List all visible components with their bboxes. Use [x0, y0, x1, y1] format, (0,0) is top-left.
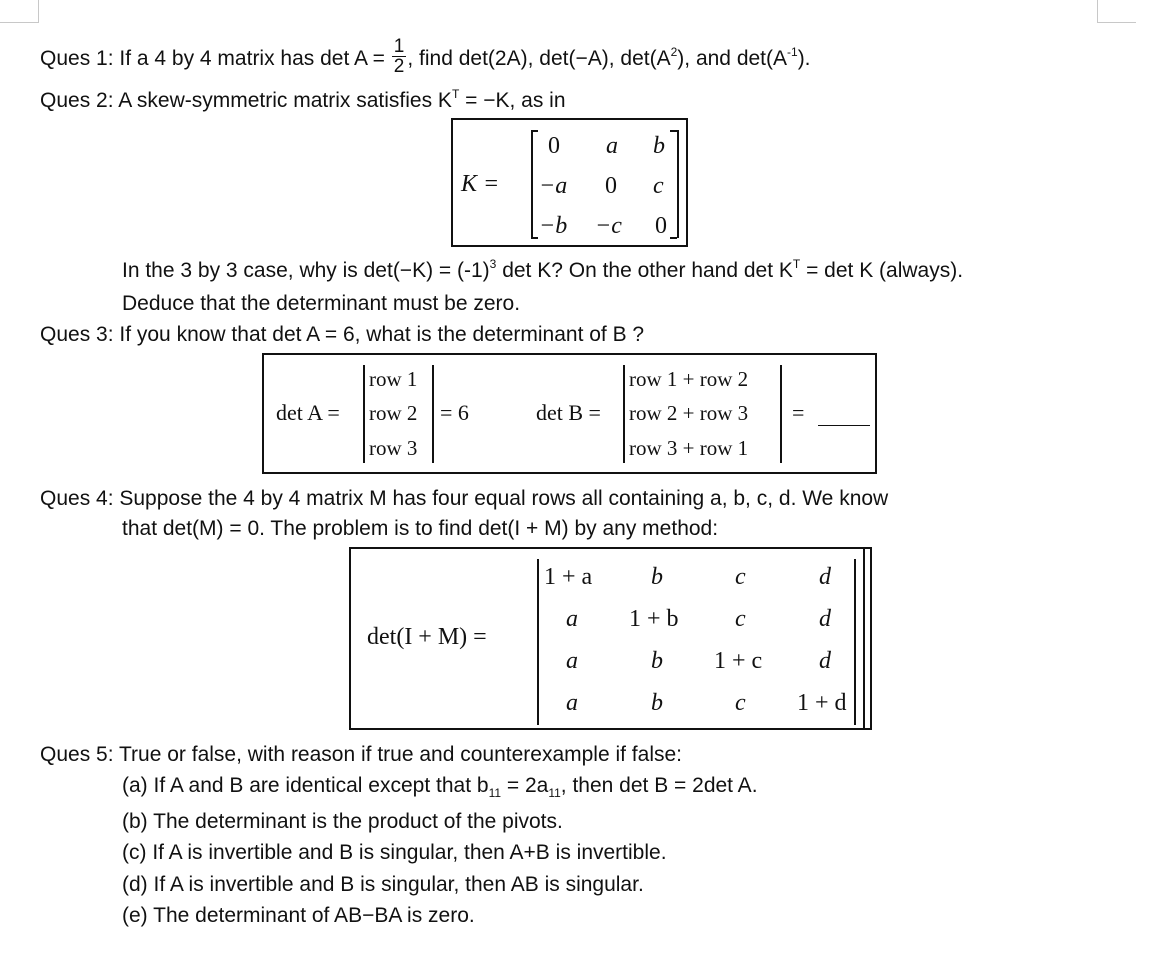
m-cell-44: 1 + d [797, 690, 847, 716]
q1-text-c: ). [797, 47, 811, 71]
q5a-subscript-1: 11 [488, 786, 502, 800]
skew-matrix-box [451, 118, 688, 247]
m-cell-14: d [819, 564, 831, 590]
bracket-right-top [670, 130, 677, 132]
det-b-row-1: row 1 + row 2 [629, 367, 749, 391]
det-b-bar-right [780, 365, 782, 463]
q1-text-a: , find det(2A), det(−A), det(A [407, 47, 671, 71]
m-cell-32: b [651, 648, 663, 674]
m-cell-11: 1 + a [544, 564, 593, 590]
bracket-right-bottom [670, 237, 677, 239]
k-cell-33: 0 [655, 213, 667, 239]
question-2-line-3: Deduce that the determinant must be zero. [122, 292, 521, 315]
q5a-subscript-2: 11 [548, 786, 561, 800]
k-cell-23: c [653, 173, 664, 199]
det-i-plus-m-label: det(I + M) = [367, 624, 487, 650]
k-cell-21: −a [539, 173, 568, 199]
q5a-text-1: (a) If A and B are identical except that b [122, 774, 489, 797]
m-cell-31: a [566, 648, 578, 674]
k-cell-13: b [653, 133, 665, 159]
bracket-left [531, 130, 533, 238]
question-4-line-1: Ques 4: Suppose the 4 by 4 matrix M has four equal rows all containing a, b, c, d. We know [40, 487, 889, 510]
fraction-denominator: 2 [393, 56, 405, 77]
page-corner-left [0, 0, 39, 23]
question-2 [40, 88, 566, 114]
det-b-label: det B = [536, 400, 601, 425]
det-b-row-3: row 3 + row 1 [629, 436, 749, 460]
det-a-row-2: row 2 [369, 401, 418, 425]
q2-superscript-t: T [451, 87, 460, 101]
fraction-numerator: 1 [393, 36, 405, 57]
m-cell-22: 1 + b [629, 606, 679, 632]
question-5-b: (b) The determinant is the product of the pivots. [122, 810, 563, 833]
q1-superscript-inverse: -1 [787, 45, 798, 60]
det-a-bar-left [363, 365, 365, 463]
det-a-row-3: row 3 [369, 436, 418, 460]
q2-superscript-t2: T [792, 257, 801, 271]
q2-text-b: = −K, as in [459, 89, 566, 112]
k-cell-32: −c [595, 213, 622, 239]
question-1 [40, 36, 811, 79]
det-a-bar-right [432, 365, 434, 463]
question-5-c: (c) If A is invertible and B is singular, then A+B is invertible. [122, 841, 667, 864]
m-cell-23: c [735, 606, 746, 632]
question-5-d: (d) If A is invertible and B is singular, then AB is singular. [122, 873, 644, 896]
question-5-a [122, 773, 758, 799]
q1-text-b: ), and det(A [677, 47, 788, 71]
q5a-text-2: = 2a [501, 774, 549, 797]
k-cell-31: −b [539, 213, 568, 239]
m-cell-24: d [819, 606, 831, 632]
det-a-value: = 6 [440, 400, 469, 425]
det-m-bar-left [537, 559, 539, 725]
q1-text-prefix: Ques 1: If a 4 by 4 matrix has det A = [40, 47, 385, 71]
det-b-value: = [792, 400, 805, 425]
m-cell-21: a [566, 606, 578, 632]
question-4-line-2: that det(M) = 0. The problem is to find det(I + M) by any method: [122, 517, 719, 540]
question-2-line-2 [122, 258, 963, 284]
m-cell-41: a [566, 690, 578, 716]
bracket-right [677, 130, 679, 238]
m-cell-43: c [735, 690, 746, 716]
m-cell-13: c [735, 564, 746, 590]
q5a-text-3: , then det B = 2det A. [560, 774, 758, 797]
m-cell-34: d [819, 648, 831, 674]
det-m-bar-right-inner [863, 549, 865, 730]
matrix-k-label: K = [461, 171, 500, 197]
q2-line2-text-b: det K? On the other hand det K [496, 259, 793, 282]
q2-superscript-3: 3 [489, 257, 497, 271]
q2-text-a: Ques 2: A skew-symmetric matrix satisfies K [40, 89, 452, 112]
det-m-bar-right-outer [854, 559, 856, 725]
q2-line2-text-c: = det K (always). [800, 259, 964, 282]
m-cell-33: 1 + c [714, 648, 763, 674]
determinant-box [262, 353, 877, 474]
bracket-left-bottom [531, 237, 538, 239]
det-a-label: det A = [276, 400, 340, 425]
question-5-title: Ques 5: True or false, with reason if true and counterexample if false: [40, 743, 682, 766]
det-a-row-1: row 1 [369, 367, 418, 391]
k-cell-22: 0 [605, 173, 617, 199]
k-cell-12: a [606, 133, 618, 159]
q1-superscript-2: 2 [670, 45, 678, 60]
m-cell-42: b [651, 690, 663, 716]
fraction-one-half [392, 37, 407, 76]
m-cell-12: b [651, 564, 663, 590]
question-5-e: (e) The determinant of AB−BA is zero. [122, 904, 475, 927]
q2-line2-text-a: In the 3 by 3 case, why is det(−K) = (-1) [122, 259, 490, 282]
det-i-plus-m-box [349, 547, 872, 730]
bracket-left-top [531, 130, 538, 132]
det-b-bar-left [623, 365, 625, 463]
k-cell-11: 0 [548, 133, 560, 159]
answer-blank-line [818, 425, 870, 426]
page-corner-right [1097, 0, 1136, 23]
question-3: Ques 3: If you know that det A = 6, what is the determinant of B ? [40, 323, 645, 346]
det-b-row-2: row 2 + row 3 [629, 401, 749, 425]
